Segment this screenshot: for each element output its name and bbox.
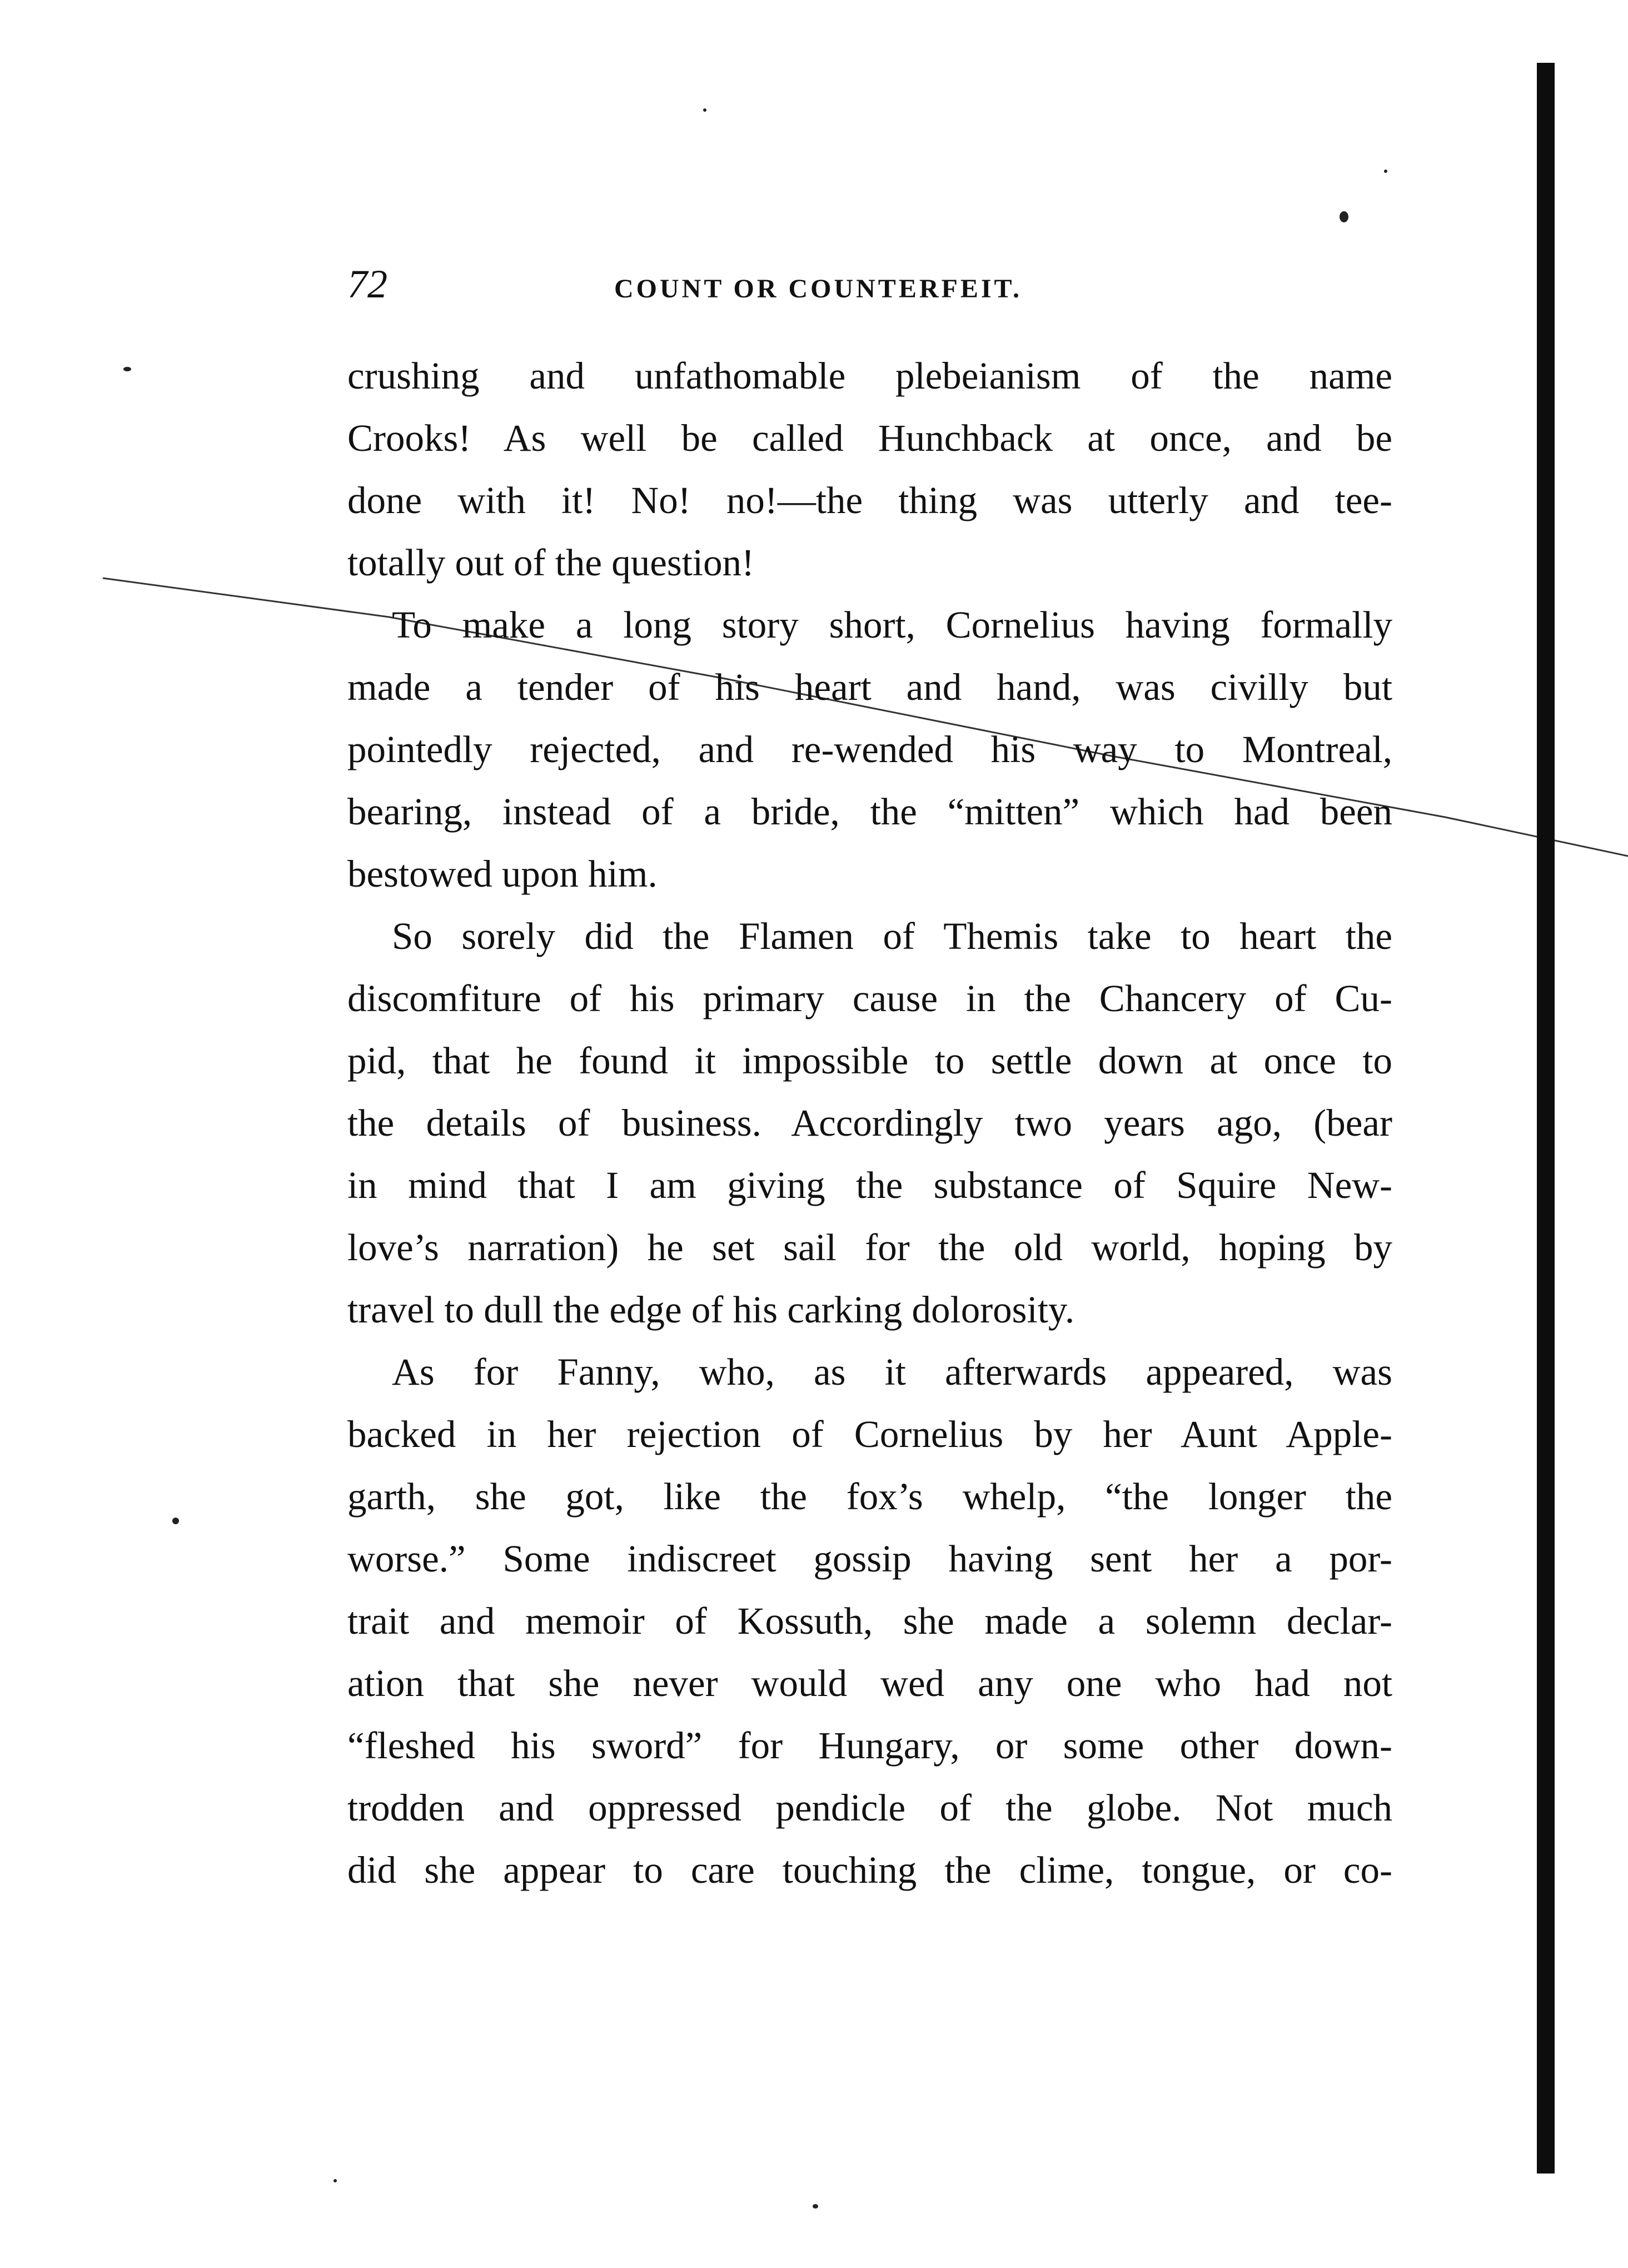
text-line: discomfiture of his primary cause in the Chancery of Cu- — [347, 977, 1392, 1019]
text-line: made a tender of his heart and hand, was civilly but — [347, 666, 1392, 708]
dust-speck — [1384, 170, 1387, 173]
text-line: totally out of the question! — [347, 541, 755, 584]
text-line: in mind that I am giving the substance of Squire New- — [347, 1164, 1392, 1206]
text-line: travel to dull the edge of his carking dolorosity. — [347, 1289, 1075, 1331]
body-text — [347, 345, 1392, 1901]
dust-speck — [1340, 211, 1348, 222]
text-line: garth, she got, like the fox’s whelp, “the longer the — [347, 1475, 1392, 1518]
text-line: bearing, instead of a bride, the “mitten” which had been — [347, 790, 1392, 833]
text-line: the details of business. Accordingly two years ago, (bear — [347, 1102, 1392, 1144]
binding-gutter-bar — [1537, 63, 1555, 2174]
text-line: “fleshed his sword” for Hungary, or some other down- — [347, 1724, 1392, 1767]
text-line: Crooks! As well be called Hunchback at once, and be — [347, 417, 1392, 459]
text-line: pid, that he found it impossible to settle down at once to — [347, 1040, 1392, 1082]
text-line: trait and memoir of Kossuth, she made a solemn declar- — [347, 1600, 1392, 1642]
dust-speck — [123, 367, 131, 371]
page-number: 72 — [347, 262, 387, 306]
text-line: To make a long story short, Cornelius having formally — [392, 604, 1392, 646]
dust-speck — [333, 2179, 337, 2182]
page-header — [347, 261, 1398, 311]
running-title: COUNT OR COUNTERFEIT. — [614, 274, 1022, 304]
text-line: ation that she never would wed any one who had not — [347, 1662, 1392, 1704]
text-line: So sorely did the Flamen of Themis take to heart the — [392, 915, 1392, 957]
dust-speck — [813, 2204, 818, 2209]
text-line: backed in her rejection of Cornelius by her Aunt Apple- — [347, 1413, 1392, 1455]
text-line: bestowed upon him. — [347, 853, 658, 895]
dust-speck — [172, 1518, 179, 1524]
text-line: pointedly rejected, and re-wended his way to Montreal, — [347, 728, 1392, 770]
text-line: trodden and oppressed pendicle of the globe. Not much — [347, 1787, 1392, 1829]
text-line: As for Fanny, who, as it afterwards appeared, was — [392, 1351, 1392, 1393]
text-line: worse.” Some indiscreet gossip having sent her a por- — [347, 1538, 1392, 1580]
dust-speck — [703, 108, 706, 112]
text-line: love’s narration) he set sail for the old world, hoping by — [347, 1226, 1392, 1269]
text-line: done with it! No! no!—the thing was utterly and tee- — [347, 479, 1392, 521]
text-line: crushing and unfathomable plebeianism of the name — [347, 355, 1392, 397]
text-line: did she appear to care touching the clime, tongue, or co- — [347, 1849, 1392, 1891]
